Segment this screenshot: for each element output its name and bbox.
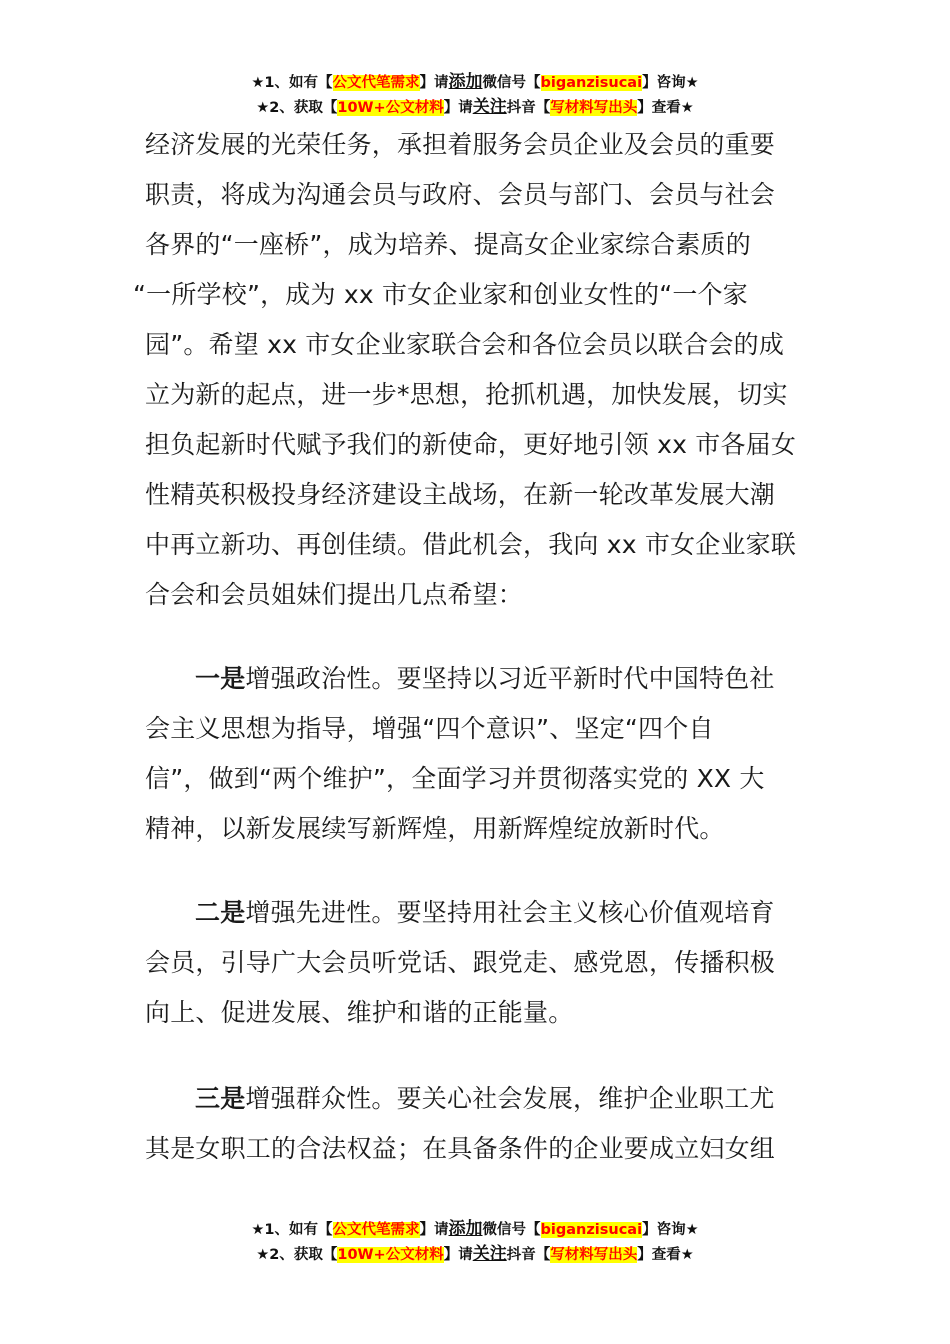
highlight-service: 公文代笔需求 <box>332 1222 420 1238</box>
paragraph-3: 二是增强先进性。要坚持用社会主义核心价值观培育 会员，引导广大会员听党话、跟党走、感党恩，传播积极 向上、促进发展、维护和谐的正能量。 <box>145 898 776 1027</box>
highlight-wechat-id: biganzisucai <box>540 1222 643 1238</box>
header-banner <box>0 70 950 120</box>
paragraph-2: 一是增强政治性。要坚持以习近平新时代中国特色社 会主义思想为指导，增强“四个意识”、坚定“四个自 信”，做到“两个维护”，全面学习并贯彻落实党的 XX 大 精神，以新发展续写新辉煌，用新辉煌绽放新时代。 <box>145 664 775 843</box>
highlight-douyin-id: 写材料写出头 <box>550 100 638 116</box>
banner-line-1: ★1、如有【公文代笔需求】请添加微信号【biganzisucai】咨询★ <box>251 1219 699 1239</box>
footer-banner <box>0 1217 950 1267</box>
star-icon: ★ <box>251 75 265 91</box>
banner-line-2: ★2、获取【10W+公文材料】请关注抖音【写材料写出头】查看★ <box>256 1244 694 1264</box>
star-icon: ★ <box>256 1247 270 1263</box>
star-icon: ★ <box>256 100 270 116</box>
paragraph-lead: 三是 <box>195 1084 246 1113</box>
highlight-douyin-id: 写材料写出头 <box>550 1247 638 1263</box>
highlight-service: 公文代笔需求 <box>332 75 420 91</box>
paragraph-4: 三是增强群众性。要关心社会发展，维护企业职工尤 其是女职工的合法权益；在具备条件的企业要成立妇女组 <box>145 1084 776 1163</box>
star-icon: ★ <box>251 1222 265 1238</box>
highlight-wechat-id: biganzisucai <box>540 75 643 91</box>
paragraph-lead: 一是 <box>195 664 246 693</box>
highlight-materials: 10W+公文材料 <box>337 100 444 116</box>
banner-line-2: ★2、获取【10W+公文材料】请关注抖音【写材料写出头】查看★ <box>256 97 694 117</box>
banner-line-1: ★1、如有【公文代笔需求】请添加微信号【biganzisucai】咨询★ <box>251 72 699 92</box>
highlight-materials: 10W+公文材料 <box>337 1247 444 1263</box>
paragraph-lead: 二是 <box>195 898 246 927</box>
paragraph-1: 经济发展的光荣任务，承担着服务会员企业及会员的重要 职责，将成为沟通会员与政府、会员与部门、会员与社会 各界的“一座桥”，成为培养、提高女企业家综合素质的 “一所学校”，成为 xx 市女企业家和创业女性的“一个家 园”。希望 xx 市女企业家联合会和各位会员以联合会的成 立为新的起点，进一步*思想，抢抓机遇，加快发展，切实 担负起新时代赋予我们的新使命，更好地引领 xx 市各届女 性精英积极投身经济建设主战场，在新一轮改革发展大潮 中再立新功、再创佳绩。借此机会，我向 xx 市女企业家联 合会和会员姐妹们提出几点希望： <box>133 130 797 609</box>
